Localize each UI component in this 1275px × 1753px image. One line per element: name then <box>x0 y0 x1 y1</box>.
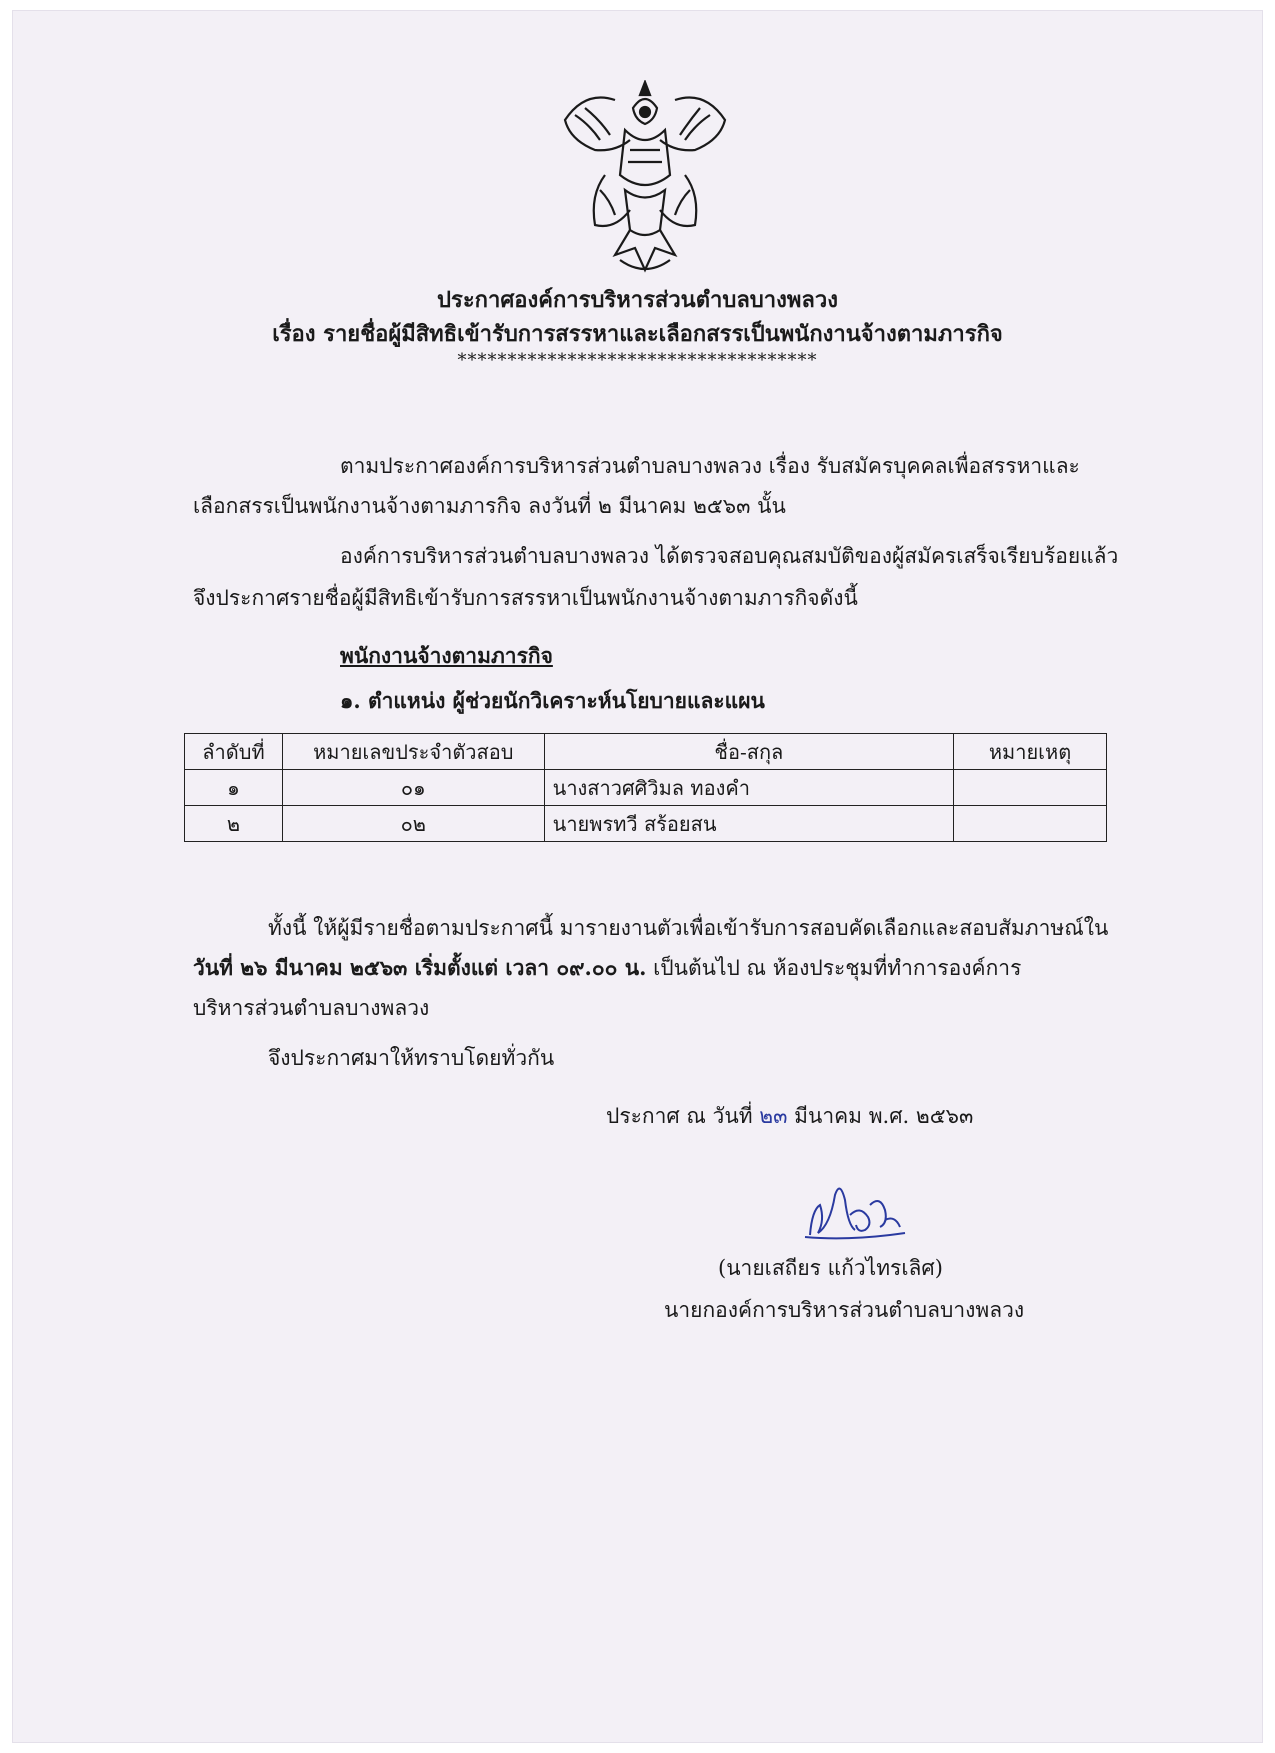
section-heading: พนักงานจ้างตามภารกิจ <box>340 643 553 668</box>
header-note: หมายเหตุ <box>954 734 1107 770</box>
signatory-title: นายกองค์การบริหารส่วนตำบลบางพลวง <box>664 1298 1025 1322</box>
garuda-emblem-icon <box>545 80 745 280</box>
cell-exam-id: ๐๑ <box>282 770 544 806</box>
cell-note <box>954 806 1107 842</box>
cell-order: ๒ <box>185 806 283 842</box>
date-prefix: ประกาศ ณ วันที่ <box>606 1104 753 1128</box>
announcement-date <box>606 1100 973 1133</box>
table-row <box>185 806 1107 842</box>
report-location: เป็นต้นไป ณ ห้องประชุมที่ทำการองค์การ <box>646 956 1022 980</box>
cell-exam-id: ๐๒ <box>282 806 544 842</box>
announcement-subject: เรื่อง รายชื่อผู้มีสิทธิเข้ารับการสรรหาและเลือกสรรเป็นพนักงานจ้างตามภารกิจ <box>272 321 1003 347</box>
announcement-title: ประกาศองค์การบริหารส่วนตำบลบางพลวง <box>437 287 838 313</box>
paragraph-3-line-3: บริหารส่วนตำบลบางพลวง <box>193 996 430 1020</box>
title-divider: ************************************ <box>457 350 818 371</box>
candidate-table <box>184 733 1107 842</box>
table-header-row <box>185 734 1107 770</box>
paragraph-3-line-2 <box>193 952 1021 985</box>
paragraph-1-line-1: ตามประกาศองค์การบริหารส่วนตำบลบางพลวง เรื่อง รับสมัครบุคคลเพื่อสรรหาและ <box>340 454 1080 478</box>
paragraph-1-line-2: เลือกสรรเป็นพนักงานจ้างตามภารกิจ ลงวันที่ ๒ มีนาคม ๒๕๖๓ นั้น <box>193 494 786 518</box>
announce-line: จึงประกาศมาให้ทราบโดยทั่วกัน <box>268 1046 555 1070</box>
signature-icon <box>800 1175 910 1245</box>
header-order: ลำดับที่ <box>185 734 283 770</box>
date-day-handwritten: ๒๓ <box>759 1104 788 1128</box>
date-suffix: มีนาคม พ.ศ. ๒๕๖๓ <box>794 1104 974 1128</box>
cell-name: นางสาวศศิวิมล ทองคำ <box>544 770 953 806</box>
cell-name: นายพรทวี สร้อยสน <box>544 806 953 842</box>
header-name: ชื่อ-สกุล <box>544 734 953 770</box>
cell-order: ๑ <box>185 770 283 806</box>
table-row <box>185 770 1107 806</box>
header-exam-id: หมายเลขประจำตัวสอบ <box>282 734 544 770</box>
paragraph-3-line-1: ทั้งนี้ ให้ผู้มีรายชื่อตามประกาศนี้ มารายงานตัวเพื่อเข้ารับการสอบคัดเลือกและสอบสัมภาษณ์ใน <box>268 916 1109 940</box>
paragraph-2-line-1: องค์การบริหารส่วนตำบลบางพลวง ได้ตรวจสอบคุณสมบัติของผู้สมัครเสร็จเรียบร้อยแล้ว <box>340 544 1119 568</box>
report-date-time: วันที่ ๒๖ มีนาคม ๒๕๖๓ เริ่มตั้งแต่ เวลา ๐๙.๐๐ น. <box>193 955 647 980</box>
cell-note <box>954 770 1107 806</box>
signatory-name: (นายเสถียร แก้วไทรเลิศ) <box>718 1256 943 1280</box>
position-heading: ๑. ตำแหน่ง ผู้ช่วยนักวิเคราะห์นโยบายและแผน <box>340 688 765 713</box>
paragraph-2-line-2: จึงประกาศรายชื่อผู้มีสิทธิเข้ารับการสรรหาเป็นพนักงานจ้างตามภารกิจดังนี้ <box>193 586 858 610</box>
